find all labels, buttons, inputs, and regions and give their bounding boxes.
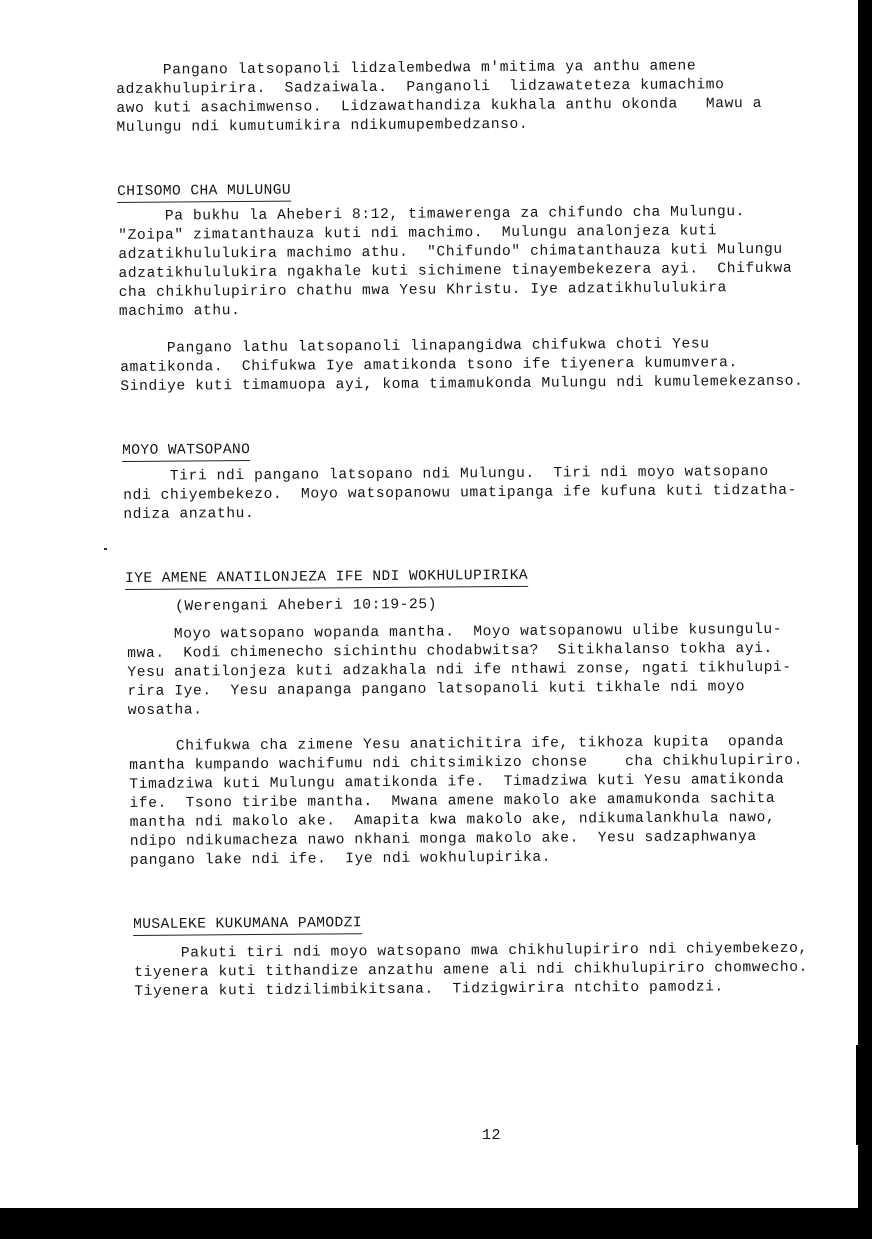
iye-amene-paragraph-2 bbox=[129, 733, 804, 871]
section-heading-chisomo: CHISOMO CHA MULUNGU bbox=[117, 182, 291, 203]
text-line: Tiri ndi pangano latsopano ndi Mulungu. Tiri ndi moyo watsopano bbox=[123, 463, 769, 485]
text-line: mantha kumpando wachifumu ndi chitsimikizo chonse cha chikhulupiriro. bbox=[129, 752, 804, 774]
text-line: ndi chiyembekezo. Moyo watsopanowu umatipanga ife kufuna kuti tidzatha- bbox=[123, 482, 798, 504]
chisomo-paragraph-1 bbox=[118, 203, 793, 322]
scan-border-bottom bbox=[0, 1208, 872, 1239]
text-line: adzatikhululukira ngakhale kuti sichimene tinayembekezera ayi. Chifukwa bbox=[118, 260, 793, 282]
chisomo-paragraph-2 bbox=[120, 335, 804, 397]
text-line: Timadziwa kuti Mulungu amatikonda ife. Timadziwa kuti Yesu amatikonda bbox=[129, 771, 785, 793]
text-line: amatikonda. Chifukwa Iye amatikonda tsono ife tiyenera kumumvera. bbox=[120, 355, 738, 376]
text-line: machimo athu. bbox=[118, 303, 241, 320]
text-line: Pangano latsopanoli lidzalembedwa m'mitima ya anthu amene bbox=[116, 58, 697, 79]
text-line: Chifukwa cha zimene Yesu anatichitira ife, tikhoza kupita opanda bbox=[129, 733, 785, 755]
text-line: wosatha. bbox=[127, 702, 203, 719]
musaleke-paragraph bbox=[134, 940, 808, 1002]
text-line: Mulungu ndi kumutumikira ndikumupembedzanso. bbox=[116, 116, 529, 136]
section-heading-moyo-watsopano: MOYO WATSOPANO bbox=[122, 441, 250, 462]
text-line: Yesu anatilonjeza kuti adzakhala ndi ife nthawi zonse, ngati tikhulupi- bbox=[127, 659, 792, 681]
text-line: pangano lake ndi ife. Iye ndi wokhulupirika. bbox=[129, 849, 552, 869]
text-line: "Zoipa" zimatanthauza kuti ndi machimo. Mulungu analonjeza kuti bbox=[118, 223, 718, 244]
text-line: mwa. Kodi chimenecho sichinthu chodabwitsa? Sitikhalanso tokha ayi. bbox=[127, 640, 773, 662]
text-line: Tiyenera kuti tidzilimbikitsana. Tidzigwirira ntchito pamodzi. bbox=[134, 979, 724, 1000]
text-line: Moyo watsopano wopanda mantha. Moyo watsopanowu ulibe kusungulu- bbox=[127, 621, 783, 643]
scan-speck bbox=[104, 548, 107, 550]
text-line: cha chikhulupiriro chathu mwa Yesu Khristu. Iye adzatikhululukira bbox=[118, 280, 727, 301]
section-heading-musaleke: MUSALEKE KUKUMANA PAMODZI bbox=[133, 914, 362, 936]
section-heading-iye-amene: IYE AMENE ANATILONJEZA IFE NDI WOKHULUPIRIKA bbox=[125, 567, 528, 590]
text-line: tiyenera kuti tithandize anzathu amene ali ndi chikhulupiriro chomwecho. bbox=[134, 959, 809, 981]
page-number: 12 bbox=[482, 1127, 502, 1144]
text-line: rira Iye. Yesu anapanga pangano latsopanoli kuti tikhale ndi moyo bbox=[127, 679, 746, 700]
text-line: Pangano lathu latsopanoli linapangidwa chifukwa choti Yesu bbox=[120, 336, 710, 357]
text-line: Sindiye kuti timamuopa ayi, koma timamukonda Mulungu ndi kumulemekezanso. bbox=[120, 373, 804, 395]
iye-amene-paragraph-1 bbox=[127, 621, 792, 721]
text-line: ndipo ndikumacheza nawo nkhani monga makolo ake. Yesu sadzaphwanya bbox=[129, 829, 757, 850]
scripture-reference: (Werengani Aheberi 10:19-25) bbox=[175, 596, 438, 615]
text-line: adzakhulupirira. Sadzaiwala. Panganoli lidzawateteza kumachimo bbox=[116, 77, 725, 98]
text-line: mantha ndi makolo ake. Amapita kwa makolo ake, ndikumalankhula nawo, bbox=[129, 809, 776, 831]
text-line: awo kuti asachimwenso. Lidzawathandiza kukhala anthu okonda Mawu a bbox=[116, 95, 763, 117]
text-line: Pakuti tiri ndi moyo watsopano mwa chikhulupiriro ndi chiyembekezo, bbox=[134, 940, 808, 962]
scan-border-right bbox=[858, 0, 872, 1208]
intro-paragraph bbox=[116, 57, 762, 138]
text-line: ife. Tsono tiribe mantha. Mwana amene makolo ake amamukonda sachita bbox=[129, 790, 776, 812]
scan-border-jag bbox=[856, 1045, 862, 1145]
moyo-watsopano-paragraph bbox=[123, 463, 797, 525]
text-line: adzatikhululukira machimo athu. "Chifundo" chimatanthauza kuti Mulungu bbox=[118, 241, 783, 263]
text-line: Pa bukhu la Aheberi 8:12, timawerenga za chifundo cha Mulungu. bbox=[118, 204, 746, 225]
text-line: ndiza anzathu. bbox=[123, 505, 255, 523]
